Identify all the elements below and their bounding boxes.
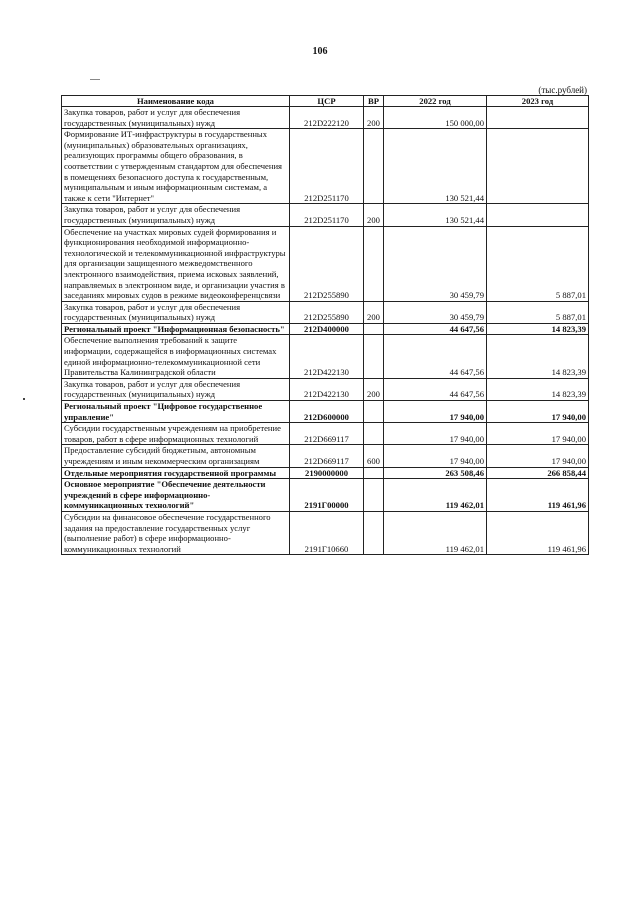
row-name: Закупка товаров, работ и услуг для обеспечения государственных (муниципальных) нужд <box>62 378 290 400</box>
table-row <box>62 204 589 226</box>
table-row <box>62 401 589 423</box>
row-vr <box>364 511 384 554</box>
table-row <box>62 226 589 301</box>
margin-dash <box>90 79 100 80</box>
header-name: Наименование кода <box>62 96 290 107</box>
row-name: Основное мероприятие "Обеспечение деятельности учреждений в сфере информационно-коммуникационных технологий" <box>62 479 290 512</box>
row-vr: 200 <box>364 378 384 400</box>
row-csr: 2190000000 <box>290 467 364 479</box>
margin-dot <box>23 398 25 400</box>
table-row <box>62 423 589 445</box>
row-name: Формирование ИТ-инфраструктуры в государственных (муниципальных) образовательных организациях, реализующих программы общего образования, в соответствии с утвержденным стандартом для обеспечения в помещениях безопасного доступа к государственным, муниципальным и иным информационным системам, а также к сети "Интернет" <box>62 129 290 204</box>
table-row <box>62 107 589 129</box>
page-number: 106 <box>312 46 328 57</box>
row-name: Субсидии на финансовое обеспечение государственного задания на предоставление государственных услуг (выполнение работ) в сфере информационно-коммуникационных технологий <box>62 511 290 554</box>
row-2023 <box>487 107 589 129</box>
row-csr: 212D222120 <box>290 107 364 129</box>
units-label: (тыс.рублей) <box>538 85 587 95</box>
table-row <box>62 479 589 512</box>
row-name: Обеспечение выполнения требований к защите информации, содержащейся в информационных системах единой информационно-телекоммуникационной сети Правительства Калининградской области <box>62 335 290 378</box>
row-vr: 600 <box>364 445 384 467</box>
header-2023: 2023 год <box>487 96 589 107</box>
row-2022: 130 521,44 <box>384 129 487 204</box>
row-csr: 212D422130 <box>290 335 364 378</box>
row-2023: 14 823,39 <box>487 378 589 400</box>
row-2022: 30 459,79 <box>384 301 487 323</box>
table-row <box>62 335 589 378</box>
row-vr <box>364 423 384 445</box>
header-vr: ВР <box>364 96 384 107</box>
row-vr <box>364 129 384 204</box>
table-row <box>62 378 589 400</box>
row-csr: 212D255890 <box>290 226 364 301</box>
row-2023: 14 823,39 <box>487 323 589 335</box>
row-name: Региональный проект "Информационная безопасность" <box>62 323 290 335</box>
row-csr: 212D251170 <box>290 129 364 204</box>
row-2023: 14 823,39 <box>487 335 589 378</box>
row-vr <box>364 335 384 378</box>
row-csr: 212D669117 <box>290 445 364 467</box>
row-vr <box>364 467 384 479</box>
row-vr: 200 <box>364 301 384 323</box>
row-2022: 130 521,44 <box>384 204 487 226</box>
table-row <box>62 467 589 479</box>
row-2023: 17 940,00 <box>487 423 589 445</box>
row-vr: 200 <box>364 204 384 226</box>
row-2022: 263 508,46 <box>384 467 487 479</box>
table-row <box>62 323 589 335</box>
row-2023 <box>487 204 589 226</box>
row-name: Закупка товаров, работ и услуг для обеспечения государственных (муниципальных) нужд <box>62 301 290 323</box>
row-vr <box>364 323 384 335</box>
row-name: Отдельные мероприятия государственной программы <box>62 467 290 479</box>
row-vr <box>364 401 384 423</box>
row-csr: 212D255890 <box>290 301 364 323</box>
row-vr <box>364 479 384 512</box>
row-2023: 119 461,96 <box>487 511 589 554</box>
budget-table <box>61 95 589 555</box>
row-vr: 200 <box>364 107 384 129</box>
row-2023: 5 887,01 <box>487 226 589 301</box>
row-2022: 30 459,79 <box>384 226 487 301</box>
row-csr: 212D422130 <box>290 378 364 400</box>
row-2022: 119 462,01 <box>384 479 487 512</box>
row-csr: 2191Г10660 <box>290 511 364 554</box>
row-name: Предоставление субсидий бюджетным, автономным учреждениям и иным некоммерческим организациям <box>62 445 290 467</box>
row-2022: 17 940,00 <box>384 423 487 445</box>
table-row <box>62 445 589 467</box>
row-name: Региональный проект "Цифровое государственное управление" <box>62 401 290 423</box>
row-2022: 119 462,01 <box>384 511 487 554</box>
table-row <box>62 129 589 204</box>
row-name: Обеспечение на участках мировых судей формирования и функционирования необходимой информационно-технологической и телекоммуникационной инфраструктуры для организации защищенного межведомственного электронного взаимодействия, приема исковых заявлений, направляемых в электронном виде, и организации участия в заседаниях мировых судов в режиме видеоконференцсвязи <box>62 226 290 301</box>
row-2022: 44 647,56 <box>384 323 487 335</box>
row-name: Закупка товаров, работ и услуг для обеспечения государственных (муниципальных) нужд <box>62 204 290 226</box>
row-csr: 212D251170 <box>290 204 364 226</box>
row-csr: 2191Г00000 <box>290 479 364 512</box>
row-csr: 212D669117 <box>290 423 364 445</box>
row-2023: 17 940,00 <box>487 445 589 467</box>
row-2022: 17 940,00 <box>384 445 487 467</box>
header-csr: ЦСР <box>290 96 364 107</box>
table-row <box>62 301 589 323</box>
row-2022: 44 647,56 <box>384 378 487 400</box>
row-2023: 5 887,01 <box>487 301 589 323</box>
table-header-row <box>62 96 589 107</box>
header-2022: 2022 год <box>384 96 487 107</box>
row-2022: 150 000,00 <box>384 107 487 129</box>
row-2023: 17 940,00 <box>487 401 589 423</box>
row-csr: 212D400000 <box>290 323 364 335</box>
row-name: Закупка товаров, работ и услуг для обеспечения государственных (муниципальных) нужд <box>62 107 290 129</box>
row-2023 <box>487 129 589 204</box>
row-name: Субсидии государственным учреждениям на приобретение товаров, работ в сфере информационных технологий <box>62 423 290 445</box>
row-2023: 119 461,96 <box>487 479 589 512</box>
row-2022: 17 940,00 <box>384 401 487 423</box>
row-vr <box>364 226 384 301</box>
row-2023: 266 858,44 <box>487 467 589 479</box>
row-2022: 44 647,56 <box>384 335 487 378</box>
table-row <box>62 511 589 554</box>
row-csr: 212D600000 <box>290 401 364 423</box>
